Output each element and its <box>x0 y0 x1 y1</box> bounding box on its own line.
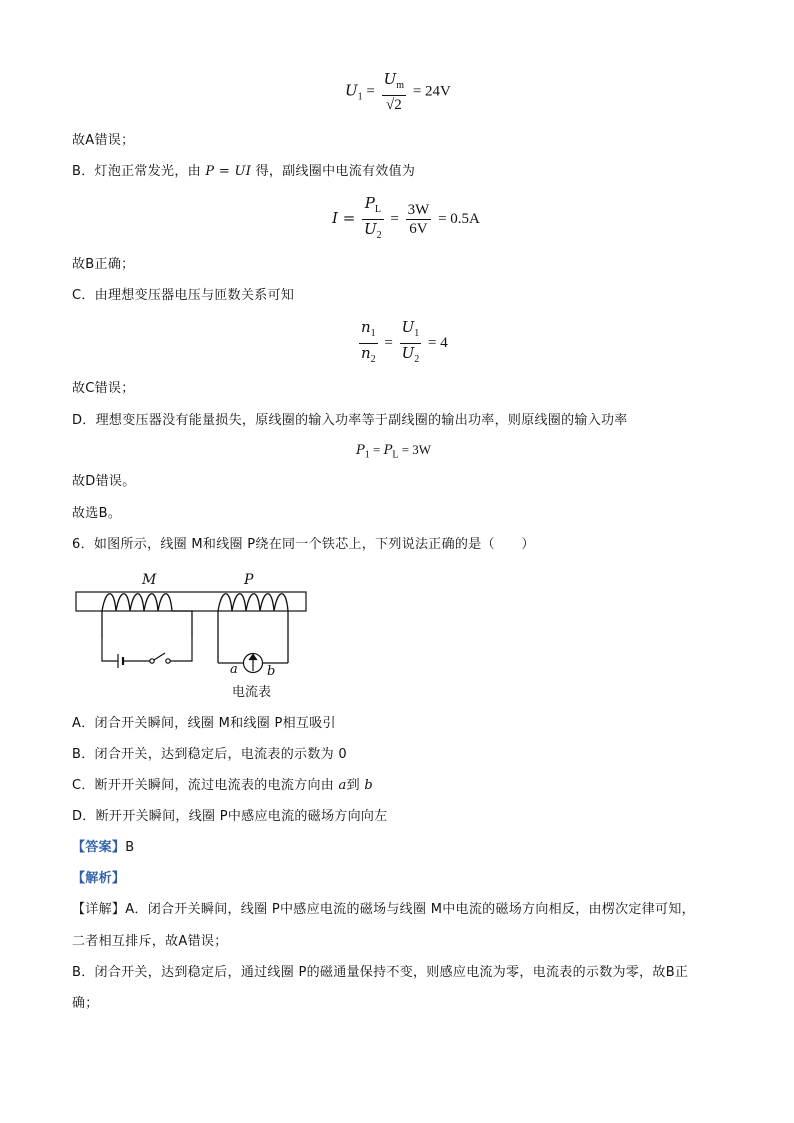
detail-line-2: 二者相互排斥，故A错误； <box>72 934 228 949</box>
option-d: D．断开开关瞬间，线圈 P中感应电流的磁场方向向左 <box>72 809 388 824</box>
coil-circuit-figure <box>70 568 315 703</box>
text-c-intro: C．由理想变压器电压与匝数关系可知 <box>72 288 295 303</box>
fraction: $\frac{n_1}{n_2}$ <box>361 318 376 365</box>
label-a: a <box>230 662 238 677</box>
option-a: A．闭合开关瞬间，线圈 M和线圈 P相互吸引 <box>72 716 336 731</box>
fraction: $\frac{U_m}{√2}$ <box>383 70 405 113</box>
label-m: M <box>142 572 157 588</box>
fraction: $\frac{U_1}{U_2}$ <box>401 318 420 365</box>
label-b: b <box>267 664 276 679</box>
detail-line-3: B．闭合开关，达到稳定后，通过线圈 P的磁通量保持不变，则感应电流为零，电流表的示数为零，故B正 <box>72 965 689 980</box>
text-b-intro: B．灯泡正常发光，由 P = UI 得，副线圈中电流有效值为 <box>72 164 416 179</box>
detail-line-1: 【详解】A．闭合开关瞬间，线圈 P中感应电流的磁场与线圈 M中电流的磁场方向相反，由楞次定律可知， <box>72 902 695 917</box>
text-d-wrong: 故D错误。 <box>72 474 136 489</box>
option-c: C．断开开关瞬间，流过电流表的电流方向由 a到 b <box>72 778 373 793</box>
fraction: $\frac{P_L}{U_2}$ <box>364 194 382 241</box>
answer: 【答案】B <box>72 840 135 855</box>
analysis-heading: 【解析】 <box>72 871 126 886</box>
option-b: B．闭合开关，达到稳定后，电流表的示数为 0 <box>72 747 347 762</box>
meter-caption: 电流表 <box>232 685 272 700</box>
text-a-wrong: 故A错误； <box>72 133 135 148</box>
equation-u1: $U_1$ = $\frac{U_m}{√2}$ = 24V <box>345 70 451 113</box>
question-6: 6．如图所示，线圈 M和线圈 P绕在同一个铁芯上，下列说法正确的是（ ） <box>72 537 535 552</box>
circuit-m <box>102 638 192 668</box>
circuit-p <box>218 654 288 673</box>
equation-current: I = $\frac{P_L}{U_2}$ = $\frac{3W}{6V}$ = 0.5A <box>332 194 480 245</box>
text-choose: 故选B。 <box>72 506 122 521</box>
coil-p <box>218 594 288 663</box>
text-c-wrong: 故C错误； <box>72 381 135 396</box>
fraction: $\frac{3W}{6V}$ <box>407 202 430 237</box>
equation-power: $P_1 = P_L = 3W$ <box>356 442 432 461</box>
iron-core <box>76 592 306 611</box>
label-p: P <box>244 572 254 588</box>
equation-turns-ratio: $\frac{n_1}{n_2}$ = $\frac{U_1}{U_2}$ = 4 <box>356 318 448 369</box>
text-b-right: 故B正确； <box>72 257 135 272</box>
text-d-intro: D．理想变压器没有能量损失，原线圈的输入功率等于副线圈的输出功率，则原线圈的输入功率 <box>72 413 628 428</box>
detail-line-4: 确； <box>72 996 99 1011</box>
coil-m <box>102 594 192 638</box>
